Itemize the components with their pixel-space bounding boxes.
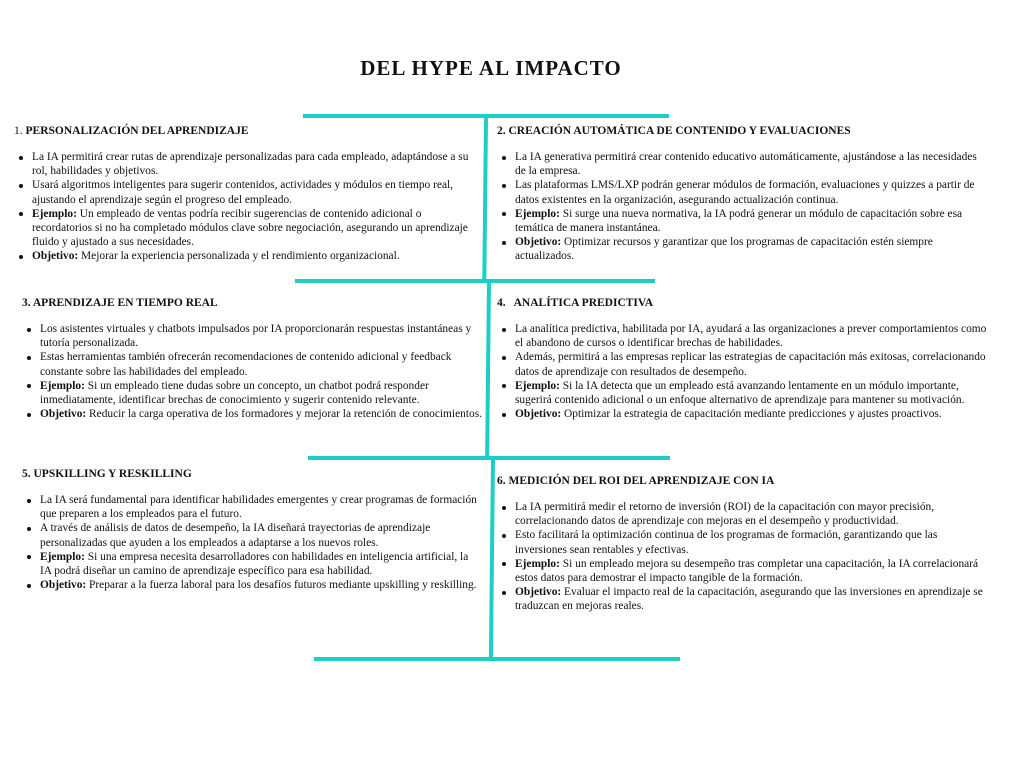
- list-item: Objetivo: Evaluar el impacto real de la capacitación, asegurando que las inversiones en aprendizaje se traduzcan en mejoras reales.: [515, 585, 989, 613]
- list-item: Ejemplo: Un empleado de ventas podría recibir sugerencias de contenido adicional o recordatorios si no ha completado módulos clave sobre negociación, asegurando un aprendizaje fluido y ajustado a sus necesidades.: [32, 207, 474, 250]
- list-item: Ejemplo: Si un empleado mejora su desempeño tras completar una capacitación, la IA correlacionará estos datos para demostrar el impacto tangible de la formación.: [515, 557, 989, 585]
- list-item: Objetivo: Optimizar la estrategia de capacitación mediante predicciones y ajustes proactivos.: [515, 407, 989, 421]
- list-item: Ejemplo: Si una empresa necesita desarrolladores con habilidades en inteligencia artificial, la IA podrá diseñar un camino de aprendizaje específico para esa habilidad.: [40, 550, 482, 578]
- section-creacion-automatica: [497, 124, 989, 264]
- section-heading: [22, 296, 482, 310]
- list-item: Esto facilitará la optimización continua de los programas de formación, garantizando que las inversiones sean rentables y efectivas.: [515, 528, 989, 556]
- list-item: Además, permitirá a las empresas replicar las estrategias de capacitación más exitosas, correlacionando datos de aprendizaje con resultados de desempeño.: [515, 350, 989, 378]
- page-title: DEL HYPE AL IMPACTO: [360, 56, 622, 80]
- section-heading: [22, 467, 482, 481]
- section-heading-text: ANALÍTICA PREDICTIVA: [513, 297, 654, 309]
- section-heading-text: APRENDIZAJE EN TIEMPO REAL: [32, 297, 218, 309]
- section-medicion-roi: [497, 474, 989, 614]
- list-item: Ejemplo: Si un empleado tiene dudas sobre un concepto, un chatbot podrá responder inmediatamente, identificar brechas de conocimiento y sugerir contenido relevante.: [40, 379, 482, 407]
- section-personalizacion: [14, 124, 474, 264]
- divider-middle-1: [295, 279, 655, 283]
- section-heading-text: PERSONALIZACIÓN DEL APRENDIZAJE: [25, 125, 249, 137]
- list-item: Usará algoritmos inteligentes para sugerir contenidos, actividades y módulos en tiempo real, ajustando el aprendizaje según el progreso del empleado.: [32, 178, 474, 206]
- list-item: La IA permitirá crear rutas de aprendizaje personalizadas para cada empleado, adaptándose a su rol, habilidades y objetivos.: [32, 150, 474, 178]
- divider-bottom: [314, 657, 680, 661]
- section-heading: [14, 124, 474, 138]
- bullet-list: [497, 322, 989, 421]
- divider-middle-2: [308, 456, 670, 460]
- bullet-list: [14, 150, 474, 264]
- list-item: Estas herramientas también ofrecerán recomendaciones de contenido adicional y feedback constante sobre las habilidades del empleado.: [40, 350, 482, 378]
- list-item: La analítica predictiva, habilitada por IA, ayudará a las organizaciones a prever comportamientos como el abandono de cursos o identificar brechas de habilidades.: [515, 322, 989, 350]
- section-upskilling: [22, 467, 482, 592]
- bullet-list: [497, 500, 989, 614]
- list-item: La IA generativa permitirá crear contenido educativo automáticamente, ajustándose a las necesidades de la empresa.: [515, 150, 989, 178]
- section-number: 2.: [497, 125, 506, 137]
- list-item: Los asistentes virtuales y chatbots impulsados por IA proporcionarán respuestas instantáneas y tutoría personalizada.: [40, 322, 482, 350]
- list-item: Objetivo: Optimizar recursos y garantizar que los programas de capacitación estén siempre actualizados.: [515, 235, 989, 263]
- list-item: A través de análisis de datos de desempeño, la IA diseñará trayectorias de aprendizaje personalizadas que ayuden a los empleados a adaptarse a los nuevos roles.: [40, 521, 482, 549]
- list-item: Objetivo: Mejorar la experiencia personalizada y el rendimiento organizacional.: [32, 249, 474, 263]
- divider-vertical-spine: [489, 458, 495, 660]
- bullet-list: [22, 322, 482, 421]
- section-heading: [497, 124, 989, 138]
- section-heading-text: CREACIÓN AUTOMÁTICA DE CONTENIDO Y EVALUACIONES: [508, 125, 851, 137]
- list-item: Ejemplo: Si la IA detecta que un empleado está avanzando lentamente en un módulo importante, sugerirá contenido adicional o un enfoque alternativo de aprendizaje para mantener su motivación.: [515, 379, 989, 407]
- section-tiempo-real: [22, 296, 482, 421]
- bullet-list: [22, 493, 482, 592]
- divider-vertical-spine: [485, 280, 491, 458]
- section-number: 3.: [22, 297, 31, 309]
- divider-vertical-spine: [482, 118, 488, 280]
- section-analitica-predictiva: [497, 296, 989, 421]
- section-number: 5.: [22, 468, 31, 480]
- section-number: 1.: [14, 125, 23, 137]
- list-item: Objetivo: Preparar a la fuerza laboral para los desafíos futuros mediante upskilling y reskilling.: [40, 578, 482, 592]
- list-item: La IA será fundamental para identificar habilidades emergentes y crear programas de formación que preparen a los empleados para el futuro.: [40, 493, 482, 521]
- list-item: Objetivo: Reducir la carga operativa de los formadores y mejorar la retención de conocimientos.: [40, 408, 482, 421]
- section-number: 6.: [497, 475, 506, 487]
- section-number: 4.: [497, 297, 506, 309]
- section-heading: [497, 474, 989, 488]
- list-item: Ejemplo: Si surge una nueva normativa, la IA podrá generar un módulo de capacitación sobre esa temática de manera instantánea.: [515, 207, 989, 235]
- section-heading: [497, 296, 989, 310]
- section-heading-text: UPSKILLING Y RESKILLING: [33, 468, 192, 480]
- list-item: La IA permitirá medir el retorno de inversión (ROI) de la capacitación con mayor precisión, correlacionando datos de aprendizaje con mejoras en el desempeño y productividad.: [515, 500, 989, 528]
- section-heading-text: MEDICIÓN DEL ROI DEL APRENDIZAJE CON IA: [508, 475, 775, 487]
- list-item: Las plataformas LMS/LXP podrán generar módulos de formación, evaluaciones y quizzes a partir de datos existentes en la organización, asegurando actualización continua.: [515, 178, 989, 206]
- bullet-list: [497, 150, 989, 264]
